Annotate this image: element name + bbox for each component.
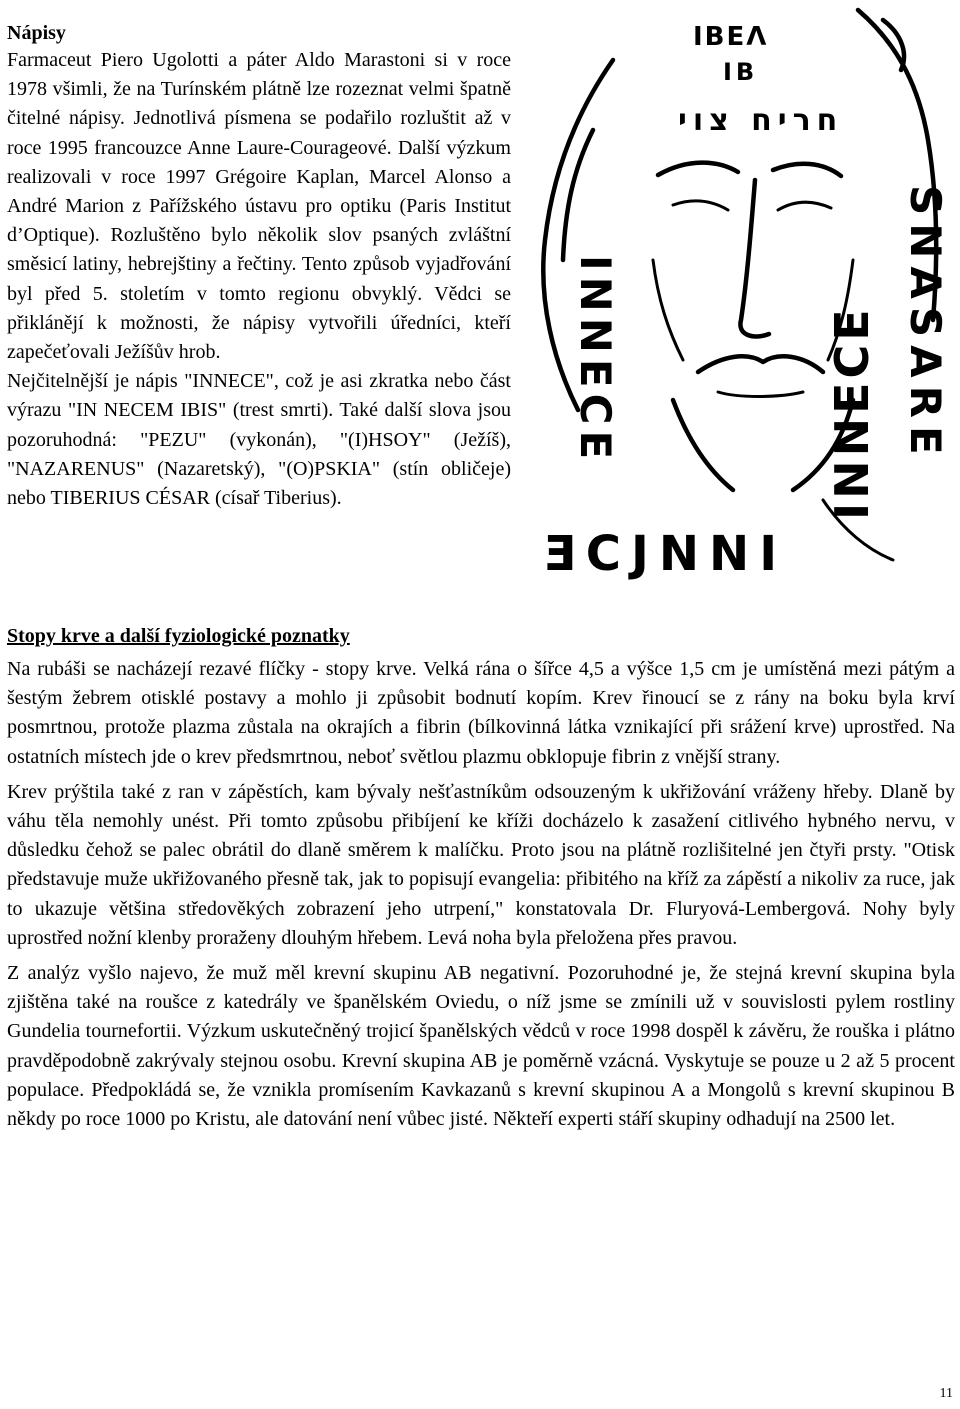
brow-right: [773, 164, 841, 176]
inscription-top-2: IB: [723, 58, 759, 86]
cheek-left: [653, 260, 683, 360]
inscription-hebrew: חריח צוי: [678, 103, 844, 138]
paragraph-inscriptions-1: Farmaceut Piero Ugolotti a páter Aldo Marastoni si v roce 1978 všimli, že na Turínském plátně lze rozeznat velmi špatně čitelné nápisy. Jednotlivá písmena se podařilo rozluštit až v roce 1995 francouzce Anne Laure-Courageové. Další výzkum realizovali v roce 1997 Grégoire Kaplan, Marcel Alonso a André Marion z Pařížského ústavu pro optiku (Paris Institut d’Optique). Rozluštěno bylo několik slov psaných zvláštní směsicí latiny, hebrejštiny a řečtiny. Tento způsob vyjadřování byl před 5. stoletím v tomto regionu obvyklý. Vědci se přiklánějí k možnosti, že nápisy vytvořili úředníci, kteří zapečeťovali Ježíšův hrob.: [7, 49, 511, 364]
inscription-right-vertical: SNASARE: [901, 185, 950, 463]
paragraph-blood-1: Na rubáši se nacházejí rezavé flíčky - stopy krve. Velká rána o šířce 4,5 a výšce 1,5 cm je umístěná mezi pátým a šestým žebrem otisklé postavy a mohlo ji způsobit bodnutí kopím. Krev řinoucí se z rány na boku byla krví posmrtnou, protože plazma zůstala na okrajích a fibrin (bílkovinná látka vznikající při srážení krve) uprostřed. Na ostatních místech jde o krev předsmrtnou, neboť světlou plazmu obklopuje fibrin z vnější strany.: [7, 658, 955, 768]
paragraph-inscriptions-2: Nejčitelnější je nápis "INNECE", což je asi zkratka nebo část výrazu "IN NECEM IBIS" (trest smrti). Také další slova jsou pozoruhodná: "PEZU" (vykonán), "(I)HSOY" (Ježíš), "NAZARENUS" (Nazaretský), "(O)PSKIA" (stín obličeje) nebo TIBERIUS CÉSAR (císař Tiberius).: [7, 370, 511, 510]
nose-line: [740, 180, 769, 336]
document-page: [7, 20, 955, 1134]
inscription-bottom: ƎCJNNI: [543, 526, 788, 582]
moustache: [698, 356, 823, 372]
inscription-center-vertical: INNECE: [825, 305, 879, 520]
inscription-top-1: IBEΛ: [693, 22, 769, 52]
page-number: 11: [939, 1386, 953, 1401]
beard-left: [673, 400, 733, 490]
eye-right: [778, 202, 831, 210]
brow-left: [658, 163, 738, 175]
section-title-inscriptions: Nápisy: [7, 22, 66, 44]
section-title-blood: Stopy krve a další fyziologické poznatky: [7, 625, 350, 647]
paragraph-blood-2: Krev prýštila také z ran v zápěstích, kam bývaly nešťastníkům odsouzeným k ukřižování vráženy hřeby. Dlaně by váhu těla nemohly unést. Při tomto způsobu přibíjení ke kříži docházelo k zasažení citlivého hybného nervu, v důsledku čehož se palec obrátil do dlaně směrem k malíčku. Proto jsou na plátně rozlišitelné jen čtyři prsty. "Otisk představuje muže ukřižovaného přesně tak, jak to popisují evangelia: přibitého na kříž za zápěstí a nikoliv za ruce, jak to ukazuje většina středověkých zobrazení jeho utrpení," konstatovala Dr. Fluryová-Lembergová. Nohy byly uprostřed nožní klenby proraženy dlouhým hřebem. Levá noha byla přeložena přes pravou.: [7, 780, 955, 949]
paragraph-blood-3: Z analýz vyšlo najevo, že muž měl krevní skupinu AB negativní. Pozoruhodné je, že stejná krevní skupina byla zjištěna také na roušce z katedrály ve španělském Oviedu, o níž jsme se zmínili už v souvislosti pylem rostliny Gundelia tournefortii. Výzkum uskutečněný trojicí španělských vědců v roce 1998 dospěl k závěru, že rouška i plátno pravděpodobně zakrývaly stejnou osobu. Krevní skupina AB je poměrně vzácná. Vyskytuje se pouze u 2 až 5 procent populace. Předpokládá se, že vznikla promísením Kavkazanů s krevní skupinou A a Mongolů s krevní skupinou B někdy po roce 1000 po Kristu, ale datování není vůbec jisté. Někteří experti stáří skupiny odhadují na 2500 let.: [7, 962, 955, 1131]
inscriptions-section: [7, 20, 955, 585]
shroud-face-inscriptions-drawing: [523, 0, 960, 585]
inscription-left-vertical: INNECE: [571, 255, 620, 466]
eye-left: [673, 201, 728, 210]
blood-section: [7, 623, 955, 1134]
face-sketch-svg: [523, 0, 960, 585]
mouth: [718, 392, 803, 397]
